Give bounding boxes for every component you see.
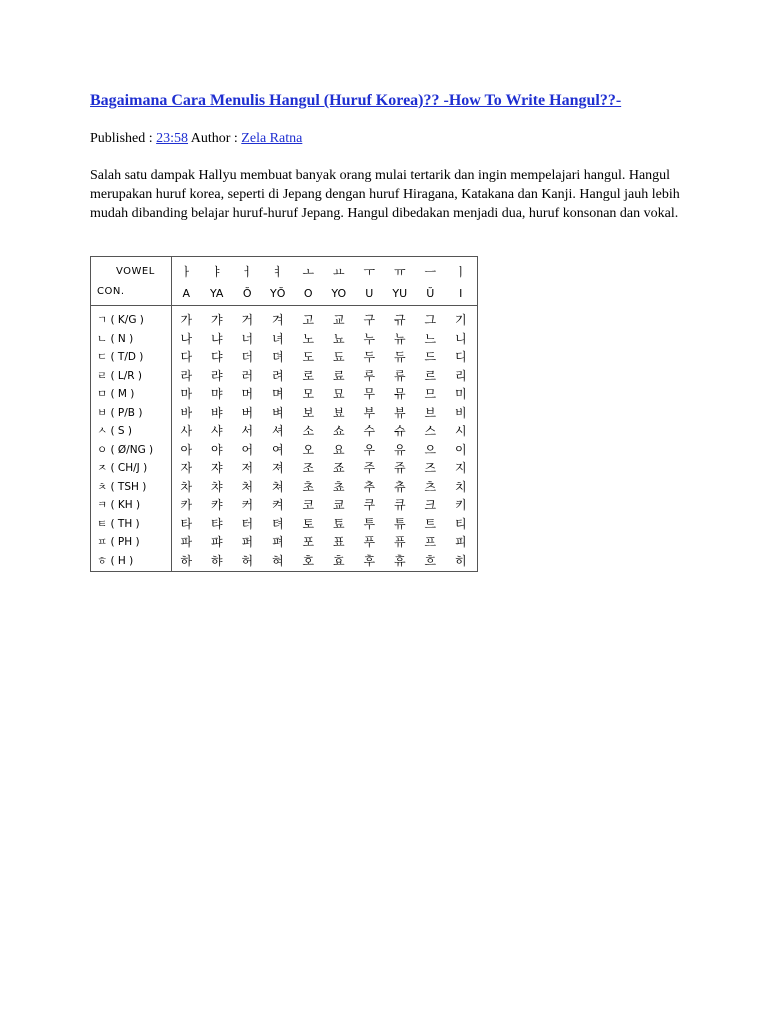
syllable-cell: 뉴: [393, 331, 406, 346]
syllable-cell: 시: [454, 424, 467, 438]
syllable-cell: 거: [241, 313, 254, 327]
syllable-row: [171, 552, 479, 571]
vowel-romanization: U: [365, 287, 374, 300]
syllable-cell: 투: [363, 516, 376, 531]
syllable-cell: 캬: [210, 498, 223, 512]
vowel-jamo: ㅛ: [332, 265, 345, 279]
syllable-cell: 햐: [210, 553, 223, 568]
syllable-cell: 더: [241, 350, 254, 364]
syllable-cell: 뱌: [210, 405, 223, 420]
syllable-cell: 구: [363, 313, 376, 327]
syllable-cell: 류: [393, 368, 406, 383]
syllable-cell: 뇨: [332, 331, 345, 346]
consonant-label: ㄴ ( N ): [97, 332, 134, 345]
syllable-cell: 기: [454, 313, 467, 327]
syllable-cell: 푸: [363, 535, 376, 549]
syllable-cell: 요: [332, 442, 345, 457]
syllable-cell: 티: [454, 516, 467, 531]
syllable-cell: 녀: [271, 331, 284, 346]
syllable-cell: 프: [424, 535, 437, 549]
syllable-cell: 부: [363, 405, 376, 420]
syllable-cell: 슈: [393, 424, 406, 438]
syllable-cell: 므: [424, 387, 437, 401]
syllable-cell: 라: [180, 368, 193, 383]
syllable-cell: 교: [332, 313, 345, 327]
syllable-cell: 히: [454, 553, 467, 568]
syllable-cell: 쇼: [332, 424, 345, 438]
syllable-cell: 바: [180, 405, 193, 420]
published-time-link[interactable]: 23:58: [156, 131, 189, 146]
syllable-cell: 버: [241, 405, 254, 420]
syllable-cell: 호: [302, 553, 315, 568]
syllable-cell: 켜: [271, 498, 284, 512]
syllable-row: [171, 459, 479, 478]
syllable-cell: 샤: [210, 424, 223, 438]
vowel-romanization: YA: [210, 287, 224, 300]
syllable-cell: 냐: [210, 331, 223, 346]
syllable-cell: 허: [241, 553, 254, 568]
vowel-romanization: YU: [392, 287, 408, 300]
vowel-romanization: YŎ: [270, 287, 286, 300]
syllable-cell: 리: [454, 368, 467, 383]
syllable-cell: 트: [424, 516, 437, 531]
syllable-row: [171, 422, 479, 441]
syllable-cell: 츄: [393, 479, 406, 494]
article-paragraph: Salah satu dampak Hallyu membuat banyak orang mulai tertarik dan ingin mempelajari hangul. Hangul merupakan huruf korea, seperti di Jepang dengan huruf Hiragana, Katakana dan Kanji. Hangul jauh lebih mudah dibanding belajar huruf-huruf Jepang. Hangul dibedakan menjadi dua, huruf konsonan dan vokal.: [90, 168, 680, 221]
syllable-cell: 너: [241, 331, 254, 346]
vowel-roman-row: [171, 287, 479, 300]
consonant-label: ㅂ ( P/B ): [97, 406, 143, 419]
syllable-cell: 쵸: [332, 479, 345, 494]
syllable-cell: 휴: [393, 553, 406, 568]
vowel-jamo-row: [171, 263, 479, 280]
syllable-cell: 쳐: [271, 479, 284, 494]
syllable-cell: 모: [302, 387, 315, 401]
syllable-cell: 노: [302, 331, 315, 346]
syllable-cell: 뮤: [393, 387, 406, 401]
syllable-cell: 터: [241, 516, 254, 531]
syllable-row: [171, 385, 479, 404]
syllable-cell: 퍼: [241, 535, 254, 549]
syllable-cell: 초: [302, 479, 315, 494]
syllable-cell: 묘: [332, 387, 345, 401]
vowel-romanization: Ŏ: [242, 287, 252, 300]
vowel-romanization: I: [459, 287, 463, 300]
vowel-jamo: ㅗ: [302, 265, 315, 279]
syllable-cell: 툐: [332, 516, 345, 531]
syllable-cell: 후: [363, 553, 376, 568]
syllable-row: [171, 441, 479, 460]
syllable-cell: 나: [180, 331, 193, 346]
syllable-cell: 됴: [332, 350, 345, 364]
syllable-cell: 타: [180, 516, 193, 531]
syllable-cell: 쿠: [363, 498, 376, 512]
syllable-cell: 코: [302, 498, 315, 512]
vowel-jamo: ㅑ: [210, 265, 223, 279]
vowel-romanization: A: [182, 287, 191, 300]
syllable-cell: 탸: [210, 516, 223, 531]
vowel-jamo: ㅠ: [393, 265, 406, 279]
syllable-cell: 조: [302, 461, 315, 475]
syllable-cell: 텨: [271, 516, 284, 531]
syllable-cell: 쿄: [332, 498, 345, 512]
syllable-cell: 며: [271, 387, 284, 401]
published-label: Published :: [90, 131, 157, 146]
consonant-label: ㅅ ( S ): [97, 425, 133, 437]
syllable-cell: 혀: [271, 553, 284, 568]
syllable-cell: 셔: [271, 424, 284, 438]
syllable-cell: 츠: [424, 479, 437, 494]
syllable-cell: 지: [454, 461, 467, 475]
syllable-cell: 로: [302, 368, 315, 383]
syllable-cell: 치: [454, 479, 467, 494]
consonant-column: [91, 311, 171, 570]
syllable-cell: 쥬: [393, 461, 406, 475]
syllable-cell: 비: [454, 405, 467, 420]
syllable-cell: 무: [363, 387, 376, 401]
syllable-cell: 겨: [271, 313, 284, 327]
syllable-cell: 표: [332, 535, 345, 549]
syllable-cell: 머: [241, 387, 254, 401]
syllable-cell: 져: [271, 461, 284, 475]
syllable-cell: 루: [363, 368, 376, 383]
syllable-row: [171, 496, 479, 515]
vowel-jamo: ㅓ: [241, 265, 254, 279]
syllable-cell: 가: [180, 313, 193, 327]
syllable-row: [171, 404, 479, 423]
consonant-label: ㄹ ( L/R ): [97, 369, 143, 382]
syllable-cell: 수: [363, 424, 376, 438]
syllable-grid: [171, 311, 479, 570]
syllable-cell: 피: [454, 535, 467, 549]
syllable-cell: 으: [424, 442, 437, 457]
syllable-cell: 오: [302, 442, 315, 457]
syllable-row: [171, 533, 479, 552]
syllable-row: [171, 367, 479, 386]
syllable-cell: 여: [271, 442, 284, 457]
article-meta: [90, 131, 302, 147]
consonant-label: ㅎ ( H ): [97, 554, 134, 567]
syllable-cell: 유: [393, 442, 406, 457]
syllable-cell: 뎌: [271, 350, 284, 364]
syllable-cell: 커: [241, 498, 254, 512]
vowel-jamo: ㅣ: [454, 265, 467, 279]
syllable-cell: 챠: [210, 479, 223, 494]
syllable-cell: 소: [302, 424, 315, 438]
syllable-cell: 보: [302, 405, 315, 420]
syllable-cell: 즈: [424, 461, 437, 475]
syllable-cell: 드: [424, 350, 437, 364]
consonant-label: ㄱ ( K/G ): [97, 314, 144, 326]
consonant-label: ㅍ ( PH ): [97, 536, 140, 548]
syllable-cell: 고: [302, 313, 315, 327]
syllable-cell: 서: [241, 424, 254, 438]
syllable-cell: 크: [424, 498, 437, 512]
syllable-cell: 토: [302, 516, 315, 531]
syllable-cell: 포: [302, 535, 315, 549]
vowel-jamo: ㅜ: [363, 265, 376, 279]
consonant-header-label: CON.: [97, 286, 125, 297]
syllable-cell: 려: [271, 368, 284, 383]
syllable-cell: 두: [363, 350, 376, 364]
syllable-cell: 어: [241, 442, 254, 457]
syllable-cell: 미: [454, 387, 467, 401]
syllable-cell: 료: [332, 368, 345, 383]
syllable-cell: 야: [210, 442, 223, 457]
vowel-jamo: ㅡ: [424, 265, 437, 279]
syllable-row: [171, 478, 479, 497]
syllable-cell: 니: [454, 331, 467, 346]
syllable-cell: 아: [180, 442, 193, 457]
author-label: Author :: [188, 131, 242, 146]
syllable-cell: 스: [424, 424, 437, 438]
syllable-cell: 랴: [210, 368, 223, 383]
syllable-cell: 사: [180, 424, 193, 438]
consonant-label: ㅋ ( KH ): [97, 499, 141, 511]
article-title-link[interactable]: Bagaimana Cara Menulis Hangul (Huruf Korea)?? -How To Write Hangul??-: [90, 92, 622, 109]
syllable-cell: 뵤: [332, 405, 345, 420]
syllable-cell: 자: [180, 461, 193, 475]
syllable-cell: 듀: [393, 350, 406, 364]
syllable-cell: 죠: [332, 461, 345, 475]
syllable-cell: 퓨: [393, 535, 406, 549]
consonant-label: ㅈ ( CH/J ): [97, 462, 148, 474]
syllable-cell: 카: [180, 498, 193, 512]
syllable-cell: 다: [180, 350, 193, 364]
syllable-cell: 쟈: [210, 461, 223, 475]
syllable-cell: 차: [180, 479, 193, 494]
syllable-cell: 갸: [210, 313, 223, 327]
syllable-cell: 댜: [210, 350, 223, 364]
syllable-cell: 파: [180, 535, 193, 549]
syllable-cell: 먀: [210, 387, 223, 401]
syllable-cell: 주: [363, 461, 376, 475]
syllable-cell: 흐: [424, 553, 437, 568]
syllable-cell: 저: [241, 461, 254, 475]
syllable-cell: 마: [180, 387, 193, 401]
syllable-cell: 뷰: [393, 405, 406, 420]
syllable-cell: 펴: [271, 535, 284, 549]
vowel-romanization: Ŭ: [426, 287, 435, 300]
syllable-cell: 벼: [271, 405, 284, 420]
vowel-jamo: ㅕ: [271, 265, 284, 279]
syllable-cell: 브: [424, 405, 437, 420]
syllable-cell: 퍄: [210, 535, 223, 549]
syllable-row: [171, 515, 479, 534]
vowel-romanization: YO: [331, 287, 347, 300]
author-link[interactable]: Zela Ratna: [241, 131, 303, 146]
syllable-cell: 르: [424, 368, 437, 383]
syllable-cell: 튜: [393, 516, 406, 531]
consonant-label: ㅌ ( TH ): [97, 517, 140, 530]
consonant-label: ㅊ ( TSH ): [97, 480, 147, 493]
syllable-cell: 처: [241, 479, 254, 494]
syllable-cell: 효: [332, 553, 345, 568]
hangul-chart: [90, 256, 478, 572]
syllable-cell: 디: [454, 350, 467, 364]
syllable-row: [171, 311, 479, 330]
syllable-cell: 키: [454, 498, 467, 512]
syllable-row: [171, 348, 479, 367]
syllable-cell: 도: [302, 350, 315, 364]
vowel-romanization: O: [303, 287, 313, 300]
syllable-cell: 그: [424, 313, 437, 327]
consonant-label: ㅇ ( Ø/NG ): [97, 443, 154, 456]
consonant-label: ㅁ ( M ): [97, 388, 135, 400]
chart-horizontal-divider: [91, 305, 477, 306]
syllable-cell: 큐: [393, 498, 406, 512]
syllable-cell: 하: [180, 553, 193, 568]
syllable-cell: 우: [363, 442, 376, 457]
consonant-label: ㄷ ( T/D ): [97, 351, 144, 363]
syllable-cell: 이: [454, 442, 467, 457]
syllable-cell: 러: [241, 368, 254, 383]
vowel-header-label: VOWEL: [116, 266, 155, 277]
syllable-cell: 누: [363, 331, 376, 346]
syllable-row: [171, 330, 479, 349]
syllable-cell: 추: [363, 479, 376, 494]
syllable-cell: 규: [393, 313, 406, 327]
vowel-jamo: ㅏ: [180, 265, 193, 279]
syllable-cell: 느: [424, 331, 437, 346]
